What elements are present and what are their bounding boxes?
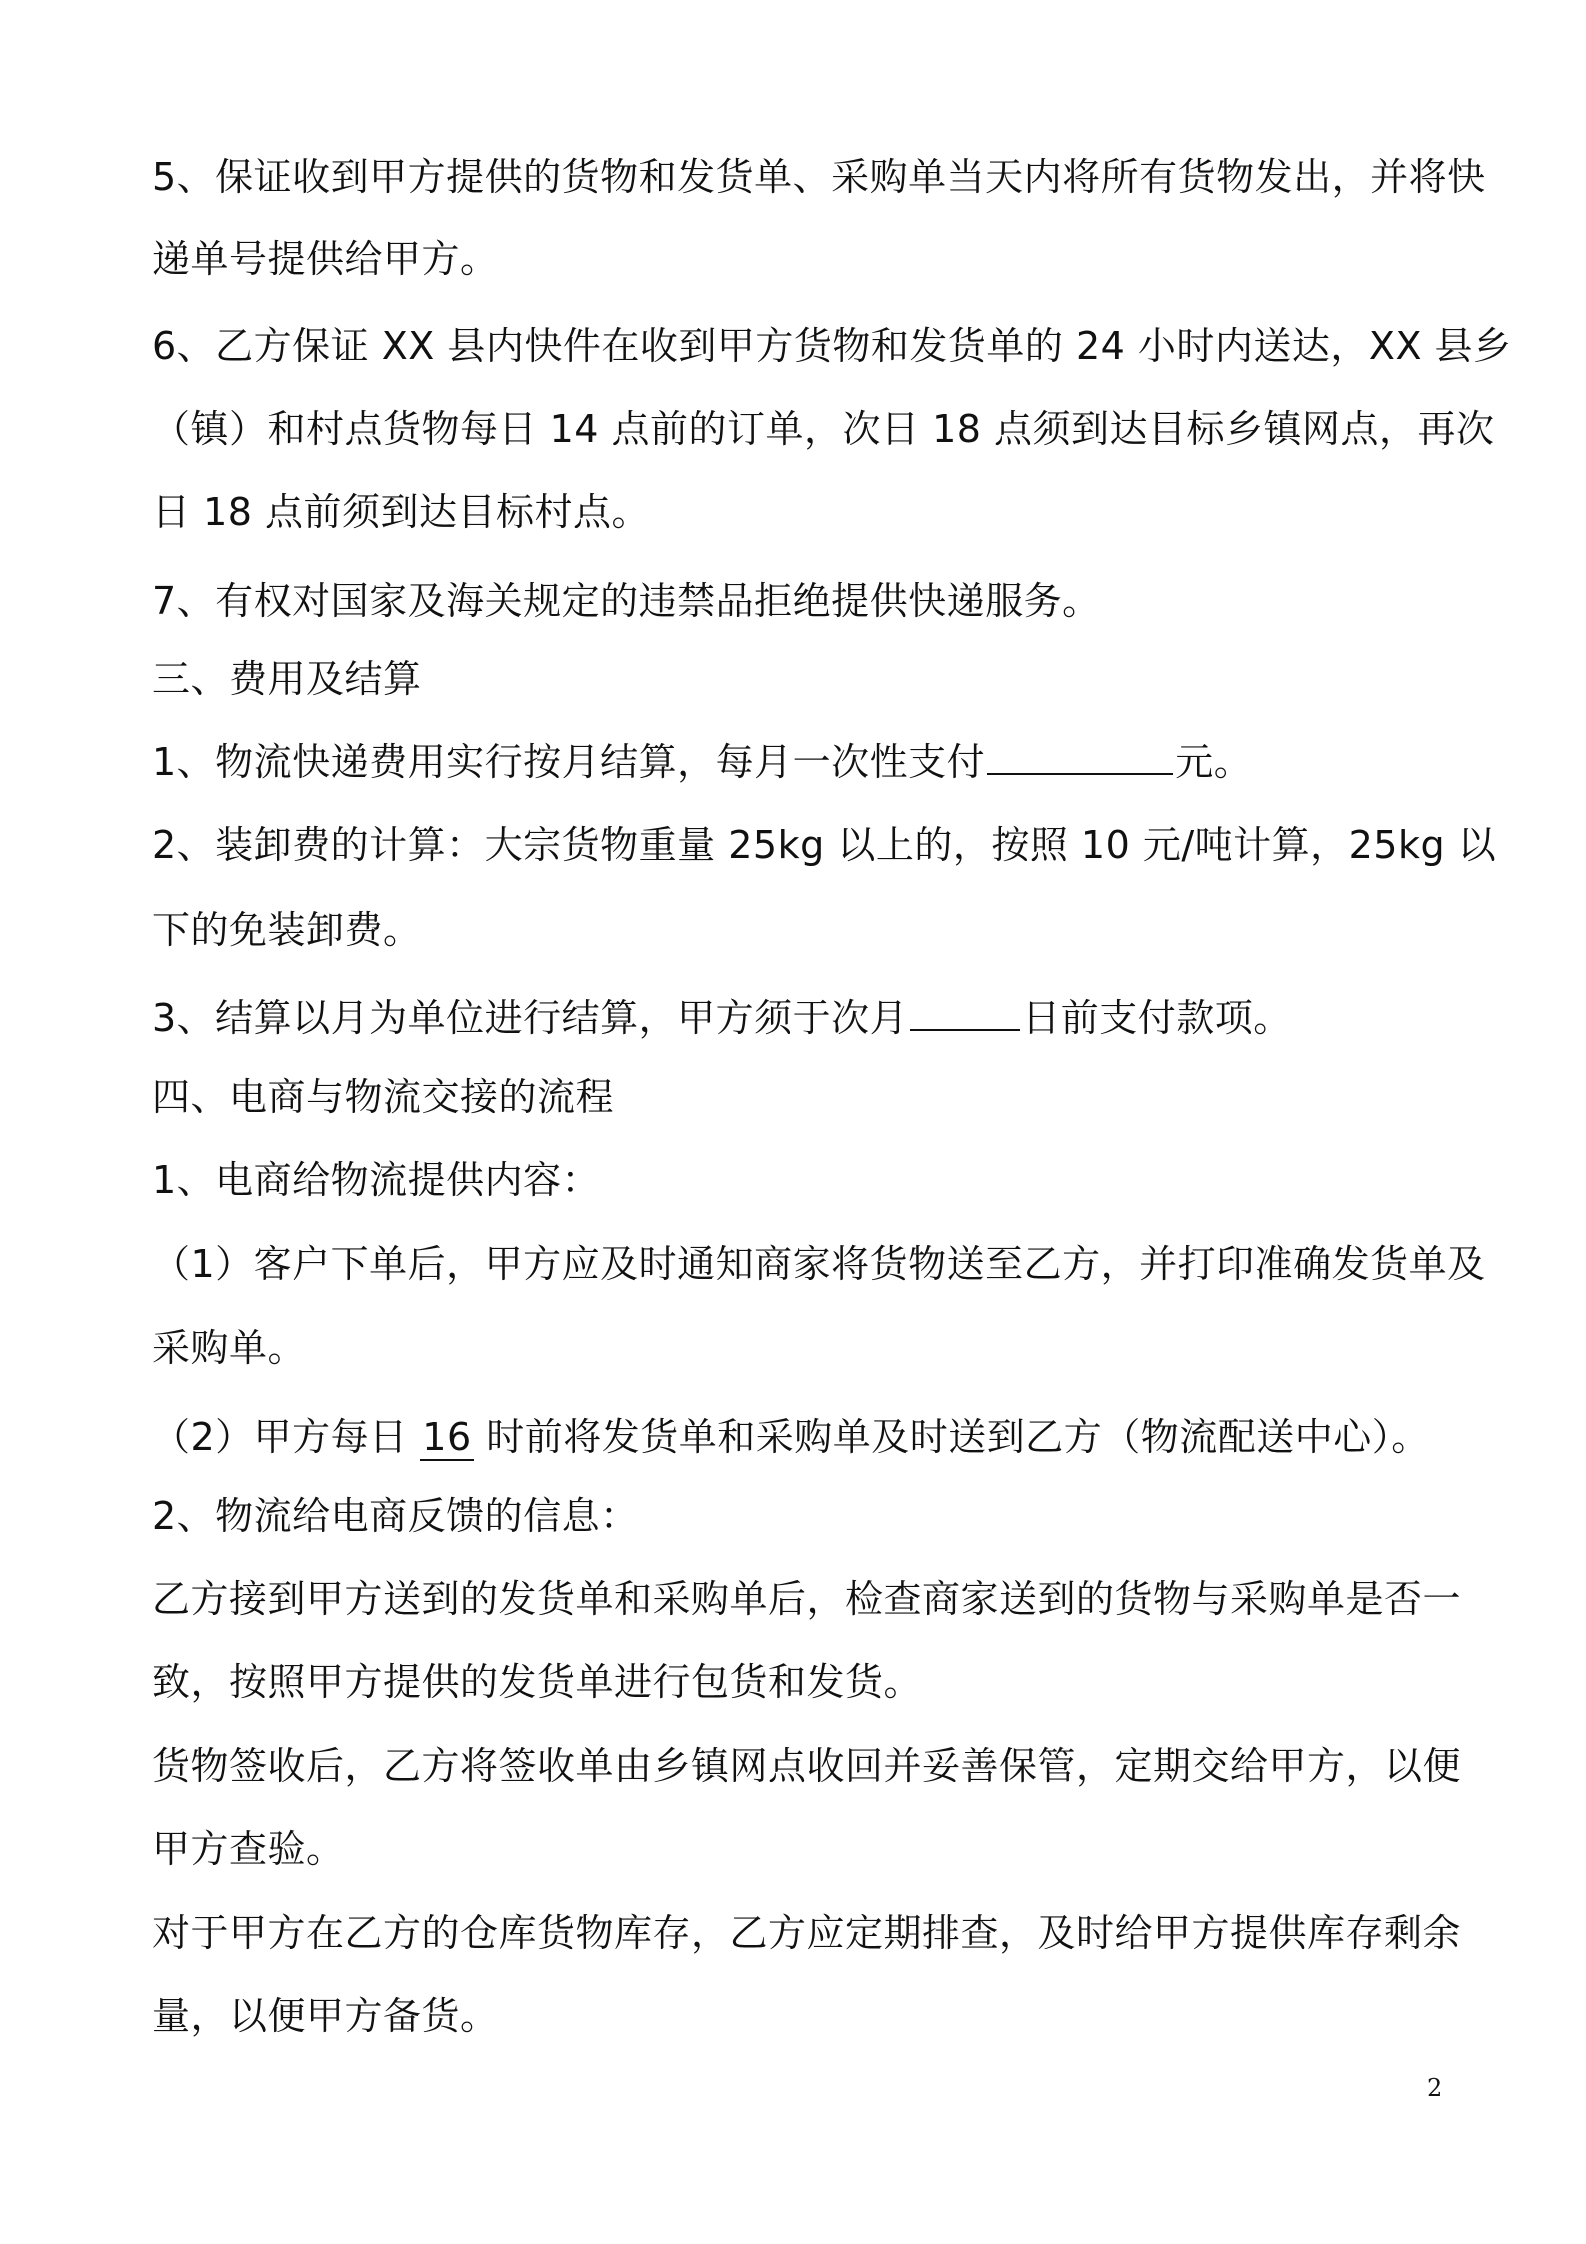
underlined-value: 16 — [422, 1415, 472, 1459]
text-line: （镇）和村点货物每日 14 点前的订单，次日 18 点须到达目标乡镇网点，再次 — [152, 407, 1495, 451]
text-line: 量，以便甲方备货。 — [152, 1994, 499, 2038]
text-line: 对于甲方在乙方的仓库货物库存，乙方应定期排查，及时给甲方提供库存剩余 — [152, 1911, 1462, 1955]
text-line — [152, 993, 1442, 1043]
text-segment: 1、物流快递费用实行按月结算，每月一次性支付 — [152, 740, 986, 784]
fill-in-blank — [910, 993, 1020, 1031]
text-line: 下的免装卸费。 — [152, 908, 422, 952]
text-line: 6、乙方保证 XX 县内快件在收到甲方货物和发货单的 24 小时内送达，XX 县乡 — [152, 324, 1512, 368]
text-segment: 日前支付款项。 — [1022, 996, 1292, 1040]
text-line: 7、有权对国家及海关规定的违禁品拒绝提供快递服务。 — [152, 579, 1101, 623]
fill-in-blank — [987, 737, 1173, 775]
text-line: 2、装卸费的计算：大宗货物重量 25kg 以上的，按照 10 元/吨计算，25kg 以 — [152, 823, 1497, 867]
section-heading: 三、费用及结算 — [152, 657, 422, 701]
text-line: 1、电商给物流提供内容： — [152, 1158, 601, 1202]
text-line — [152, 1412, 1442, 1462]
text-line: 货物签收后，乙方将签收单由乡镇网点收回并妥善保管，定期交给甲方，以便 — [152, 1744, 1462, 1788]
text-line: 递单号提供给甲方。 — [152, 237, 499, 281]
text-line: 致，按照甲方提供的发货单进行包货和发货。 — [152, 1660, 923, 1704]
text-segment: 元。 — [1175, 740, 1253, 784]
text-segment: 3、结算以月为单位进行结算，甲方须于次月 — [152, 996, 909, 1040]
text-line: 日 18 点前须到达目标村点。 — [152, 490, 651, 534]
text-line — [152, 737, 1442, 787]
text-line: （1）客户下单后，甲方应及时通知商家将货物送至乙方，并打印准确发货单及 — [152, 1242, 1486, 1286]
text-segment: 时前将发货单和采购单及时送到乙方（物流配送中心）。 — [473, 1415, 1430, 1459]
text-line: 乙方接到甲方送到的发货单和采购单后，检查商家送到的货物与采购单是否一 — [152, 1577, 1462, 1621]
text-line: 5、保证收到甲方提供的货物和发货单、采购单当天内将所有货物发出，并将快 — [152, 155, 1486, 199]
page-number: 2 — [1427, 2074, 1443, 2102]
text-line: 采购单。 — [152, 1326, 307, 1370]
text-segment: （2）甲方每日 — [152, 1415, 421, 1459]
text-line: 甲方查验。 — [152, 1827, 345, 1871]
text-line: 2、物流给电商反馈的信息： — [152, 1494, 639, 1538]
section-heading: 四、电商与物流交接的流程 — [152, 1075, 615, 1119]
